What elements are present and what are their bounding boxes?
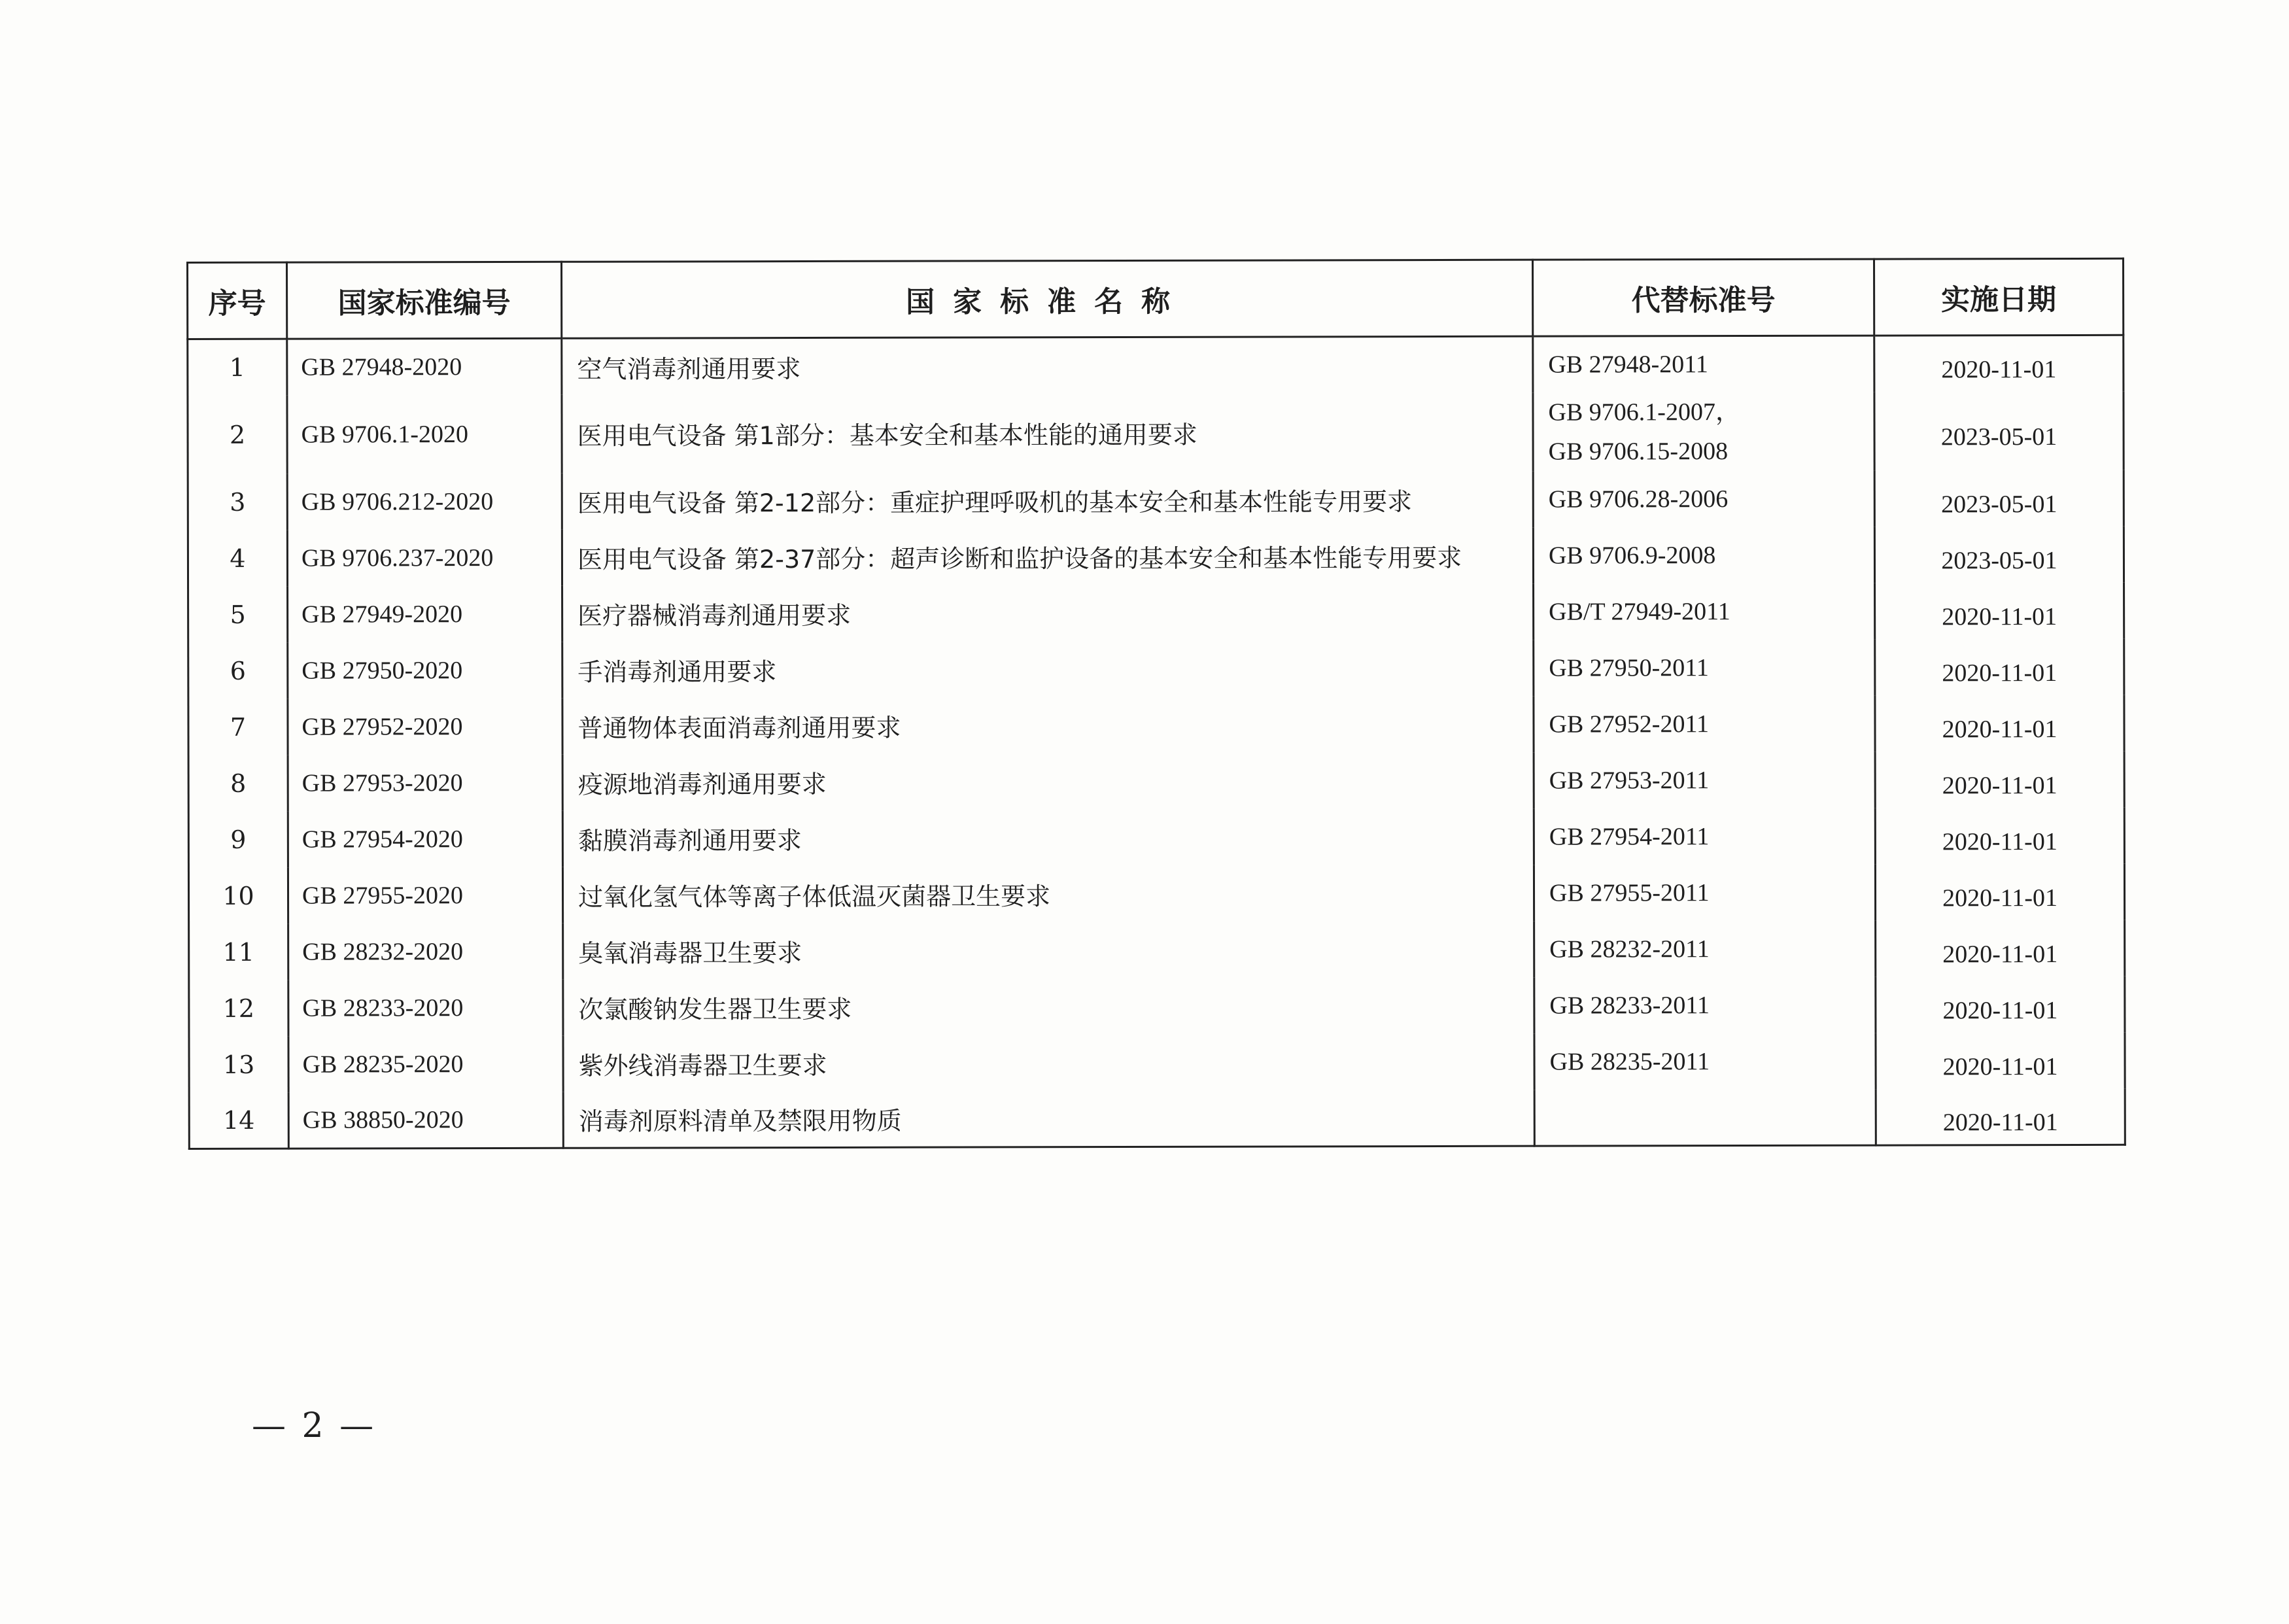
cell-serial-number: 1: [188, 339, 287, 395]
table-row: [189, 1088, 2125, 1149]
header-serial-number: 序号: [188, 262, 287, 339]
cell-implementation-date: 2020-11-01: [1876, 920, 2125, 976]
cell-standard-code: GB 28235-2020: [288, 1035, 563, 1092]
replaced-standard-code: GB 27950-2011: [1549, 653, 1709, 682]
replaced-standard-code: GB 28233-2011: [1549, 991, 1710, 1020]
cell-standard-name: 次氯酸钠发生器卫生要求: [563, 977, 1534, 1035]
replaced-standard-code: GB 9706.15-2008: [1548, 437, 1729, 466]
cell-standard-code: GB 28232-2020: [288, 923, 563, 980]
cell-standard-code: GB 9706.1-2020: [287, 394, 562, 474]
cell-replaced-standard: [1533, 392, 1874, 471]
cell-replaced-standard: [1533, 470, 1874, 527]
cell-serial-number: 12: [189, 980, 288, 1036]
cell-standard-code: GB 28233-2020: [288, 979, 563, 1036]
cell-standard-code: GB 38850-2020: [288, 1092, 563, 1149]
cell-replaced-standard: [1534, 752, 1875, 808]
cell-standard-name: 医用电气设备 第1部分：基本安全和基本性能的通用要求: [562, 392, 1533, 473]
cell-replaced-standard: [1533, 336, 1874, 392]
table-header-row: [188, 258, 2124, 339]
cell-standard-name: 手消毒剂通用要求: [562, 640, 1534, 698]
cell-standard-name: 疫源地消毒剂通用要求: [562, 752, 1534, 810]
cell-replaced-standard: [1534, 583, 1875, 640]
cell-standard-code: GB 27948-2020: [287, 338, 562, 395]
replaced-standard-code: GB 27948-2011: [1548, 351, 1708, 379]
cell-standard-code: GB 27953-2020: [288, 754, 562, 811]
cell-replaced-standard: [1534, 864, 1875, 921]
header-standard-code: 国家标准编号: [287, 262, 562, 339]
replaced-standard-code: GB/T 27949-2011: [1549, 597, 1730, 626]
cell-replaced-standard: [1534, 920, 1876, 977]
cell-standard-name: 臭氧消毒器卫生要求: [563, 921, 1534, 979]
standards-table: [186, 258, 2126, 1150]
cell-replaced-standard: [1534, 695, 1875, 752]
table-row: [188, 526, 2124, 586]
cell-standard-name: 黏膜消毒剂通用要求: [562, 808, 1534, 867]
cell-implementation-date: 2020-11-01: [1875, 807, 2124, 864]
cell-standard-code: GB 9706.212-2020: [287, 473, 562, 530]
replaced-standard-code: GB 27953-2011: [1549, 766, 1710, 795]
cell-serial-number: 10: [188, 867, 288, 924]
cell-serial-number: 5: [188, 586, 288, 642]
replaced-standard-code: GB 27954-2011: [1549, 822, 1710, 851]
cell-replaced-standard: [1534, 1033, 1876, 1090]
table-body: [188, 335, 2126, 1149]
cell-standard-code: GB 27952-2020: [288, 698, 562, 755]
header-implementation-date: 实施日期: [1874, 258, 2123, 336]
cell-serial-number: 13: [189, 1036, 288, 1092]
cell-serial-number: 14: [189, 1092, 288, 1149]
header-replaced-standard: 代替标准号: [1532, 259, 1874, 336]
cell-replaced-standard: [1534, 808, 1875, 865]
table-row: [189, 920, 2125, 980]
cell-standard-name: 消毒剂原料清单及禁限用物质: [563, 1090, 1534, 1148]
replaced-standard-code: GB 27955-2011: [1549, 878, 1710, 907]
cell-implementation-date: 2020-11-01: [1875, 695, 2124, 752]
cell-replaced-standard: [1534, 639, 1875, 696]
cell-implementation-date: 2020-11-01: [1876, 976, 2125, 1033]
cell-standard-code: GB 27950-2020: [288, 642, 562, 699]
cell-serial-number: 4: [188, 530, 287, 586]
cell-serial-number: 6: [188, 642, 288, 699]
cell-implementation-date: 2023-05-01: [1874, 391, 2124, 470]
cell-implementation-date: 2020-11-01: [1875, 582, 2124, 639]
cell-replaced-standard: [1534, 976, 1876, 1033]
table-row: [188, 807, 2124, 867]
table-row: [188, 863, 2124, 924]
cell-serial-number: 11: [189, 924, 288, 980]
cell-implementation-date: 2020-11-01: [1876, 1032, 2125, 1089]
cell-serial-number: 8: [188, 755, 288, 811]
table-row: [188, 751, 2124, 811]
cell-standard-name: 医疗器械消毒剂通用要求: [562, 583, 1534, 642]
replaced-standard-code: GB 27952-2011: [1549, 710, 1710, 738]
cell-serial-number: 9: [188, 811, 288, 867]
cell-implementation-date: 2023-05-01: [1874, 470, 2124, 527]
cell-implementation-date: 2020-11-01: [1875, 751, 2124, 808]
cell-replaced-standard: [1534, 1089, 1876, 1146]
cell-serial-number: 2: [188, 395, 287, 474]
cell-standard-name: 医用电气设备 第2-12部分：重症护理呼吸机的基本安全和基本性能专用要求: [562, 471, 1533, 529]
cell-replaced-standard: [1533, 527, 1874, 583]
cell-standard-code: GB 27954-2020: [288, 810, 562, 867]
replaced-standard-code: GB 28235-2011: [1549, 1047, 1710, 1076]
table-row: [188, 470, 2124, 530]
cell-standard-name: 过氧化氢气体等离子体低温灭菌器卫生要求: [562, 865, 1534, 923]
header-standard-name: 国家标准名称: [562, 260, 1533, 338]
cell-implementation-date: 2023-05-01: [1874, 526, 2124, 583]
cell-standard-name: 紫外线消毒器卫生要求: [563, 1033, 1534, 1092]
table-row: [188, 335, 2124, 395]
replaced-standard-code: GB 9706.28-2006: [1548, 485, 1729, 513]
replaced-standard-code: GB 9706.9-2008: [1548, 541, 1716, 570]
cell-implementation-date: 2020-11-01: [1875, 638, 2124, 695]
cell-implementation-date: 2020-11-01: [1874, 335, 2124, 392]
table-row: [188, 695, 2124, 755]
replaced-standard-code: GB 28232-2011: [1549, 935, 1710, 963]
table-row: [189, 1032, 2125, 1092]
table-row: [188, 638, 2124, 699]
replaced-standard-code: GB 9706.1-2007，: [1548, 398, 1740, 426]
cell-standard-code: GB 27949-2020: [288, 585, 562, 642]
cell-standard-name: 空气消毒剂通用要求: [562, 336, 1533, 394]
table-row: [189, 976, 2125, 1036]
cell-serial-number: 3: [188, 474, 287, 530]
cell-implementation-date: 2020-11-01: [1875, 863, 2124, 920]
cell-standard-name: 医用电气设备 第2-37部分：超声诊断和监护设备的基本安全和基本性能专用要求: [562, 527, 1533, 585]
cell-standard-code: GB 27955-2020: [288, 867, 562, 924]
cell-implementation-date: 2020-11-01: [1876, 1088, 2125, 1145]
cell-standard-name: 普通物体表面消毒剂通用要求: [562, 696, 1534, 754]
cell-serial-number: 7: [188, 699, 288, 755]
page-number: — 2 —: [252, 1406, 377, 1445]
table-row: [188, 582, 2124, 642]
table-row: [188, 391, 2124, 474]
cell-standard-code: GB 9706.237-2020: [287, 529, 562, 586]
